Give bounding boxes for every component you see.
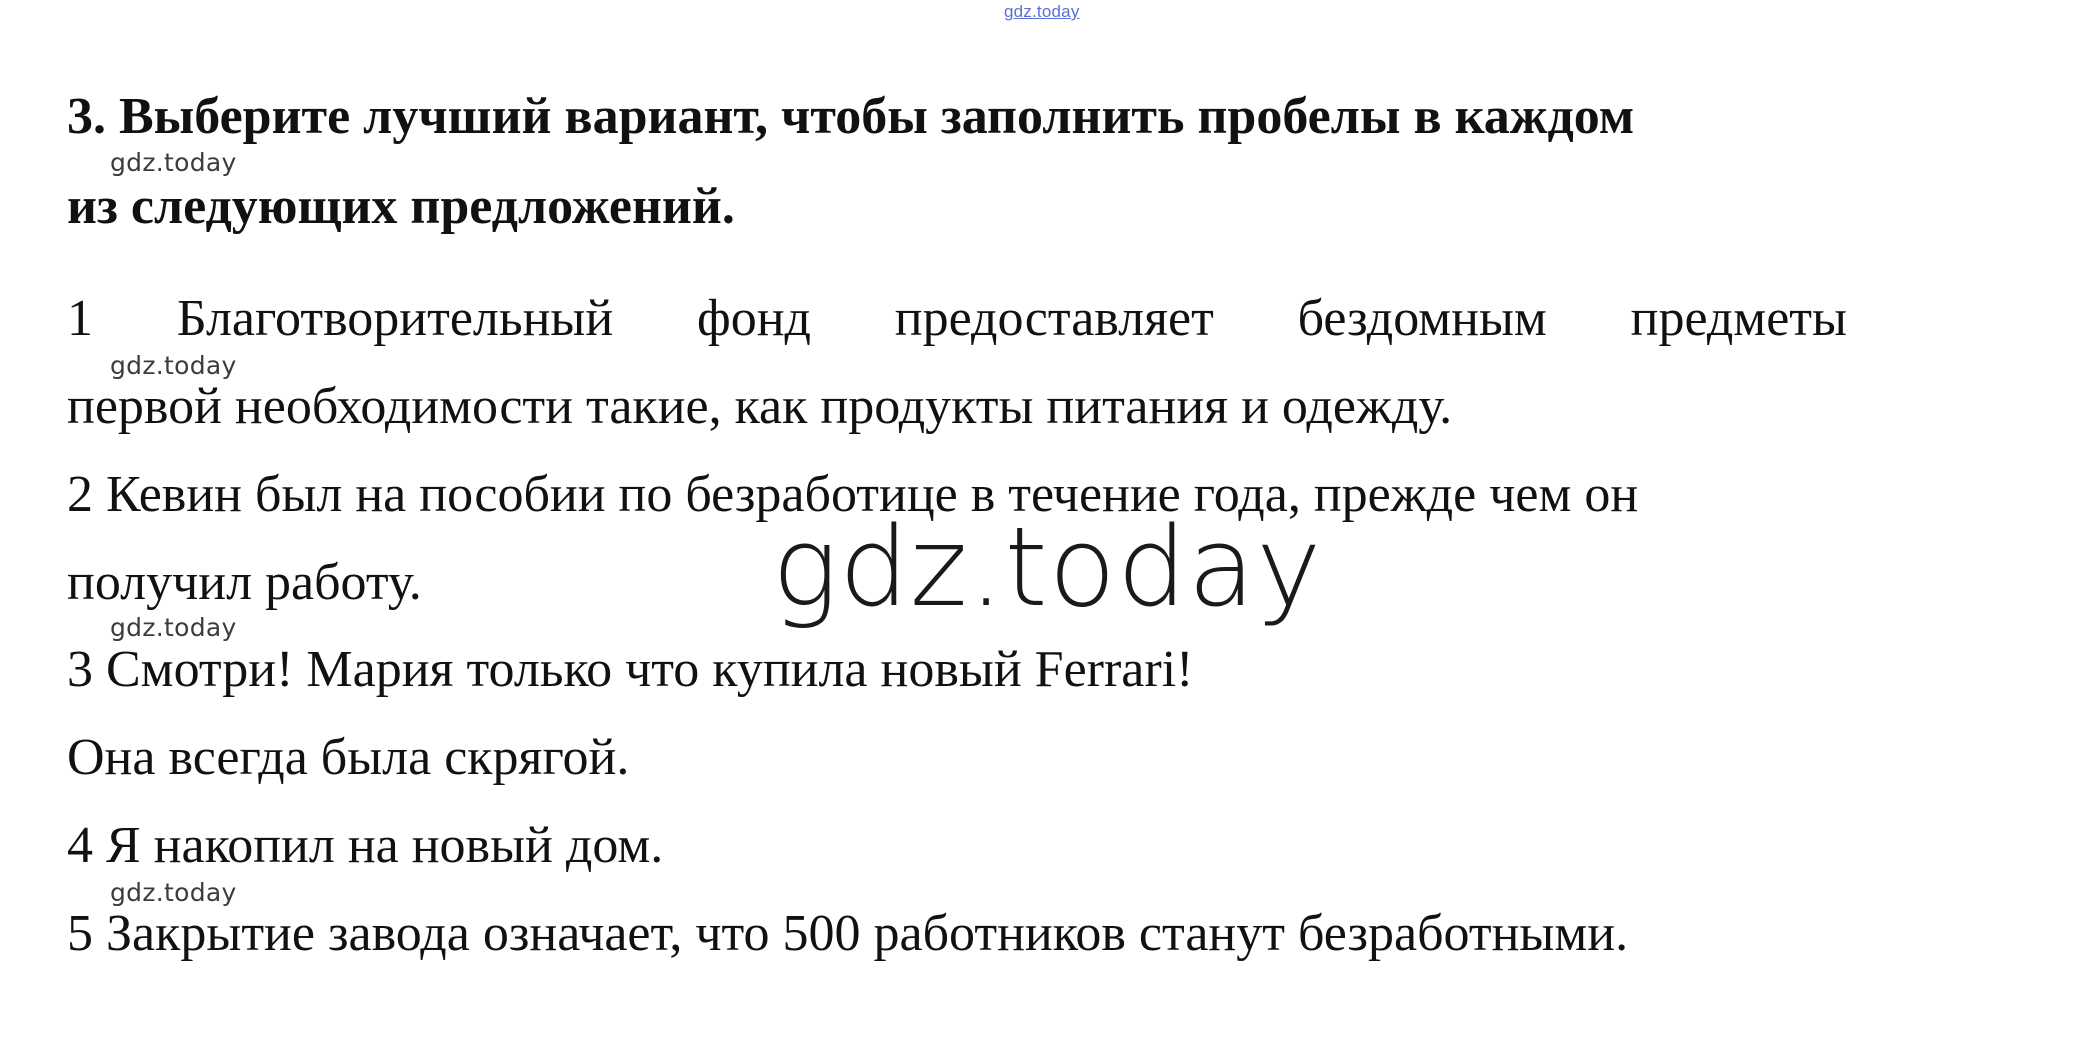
watermark-small: gdz.today	[110, 878, 237, 907]
watermark-small: gdz.today	[110, 351, 237, 380]
sentence-4: 4 Я накопил на новый дом.	[67, 817, 664, 874]
s1-word: Благотворительный	[176, 290, 614, 347]
sentence-3-line-1: 3 Смотри! Мария только что купила новый Ferrari!	[67, 641, 1194, 698]
sentence-1-line-1	[67, 289, 1847, 349]
task-heading	[67, 72, 1847, 252]
watermark-big: gdz.today	[772, 503, 1323, 631]
sentence-3-line-2: Она всегда была скрягой.	[67, 729, 630, 786]
heading-line-1: 3. Выберите лучший вариант, чтобы заполнить пробелы в каждом	[67, 88, 1635, 145]
s1-word: бездомным	[1297, 290, 1547, 347]
watermark-top: gdz.today	[1004, 2, 1080, 21]
heading-line-2: из следующих предложений.	[67, 178, 735, 235]
s1-word: фонд	[697, 290, 811, 347]
sentence-1-line-2: первой необходимости такие, как продукты питания и одежду.	[67, 378, 1453, 435]
s1-word: 1	[67, 290, 93, 347]
sentence-5: 5 Закрытие завода означает, что 500 работников станут безработными.	[67, 905, 1629, 962]
s1-word: предметы	[1630, 290, 1847, 347]
watermark-small: gdz.today	[110, 613, 237, 642]
sentence-2-line-2: получил работу.	[67, 554, 422, 611]
sentence-2-line-1: 2 Кевин был на пособии по безработице в течение года, прежде чем он	[67, 466, 1639, 523]
s1-word: предоставляет	[894, 290, 1214, 347]
watermark-small: gdz.today	[110, 148, 237, 177]
